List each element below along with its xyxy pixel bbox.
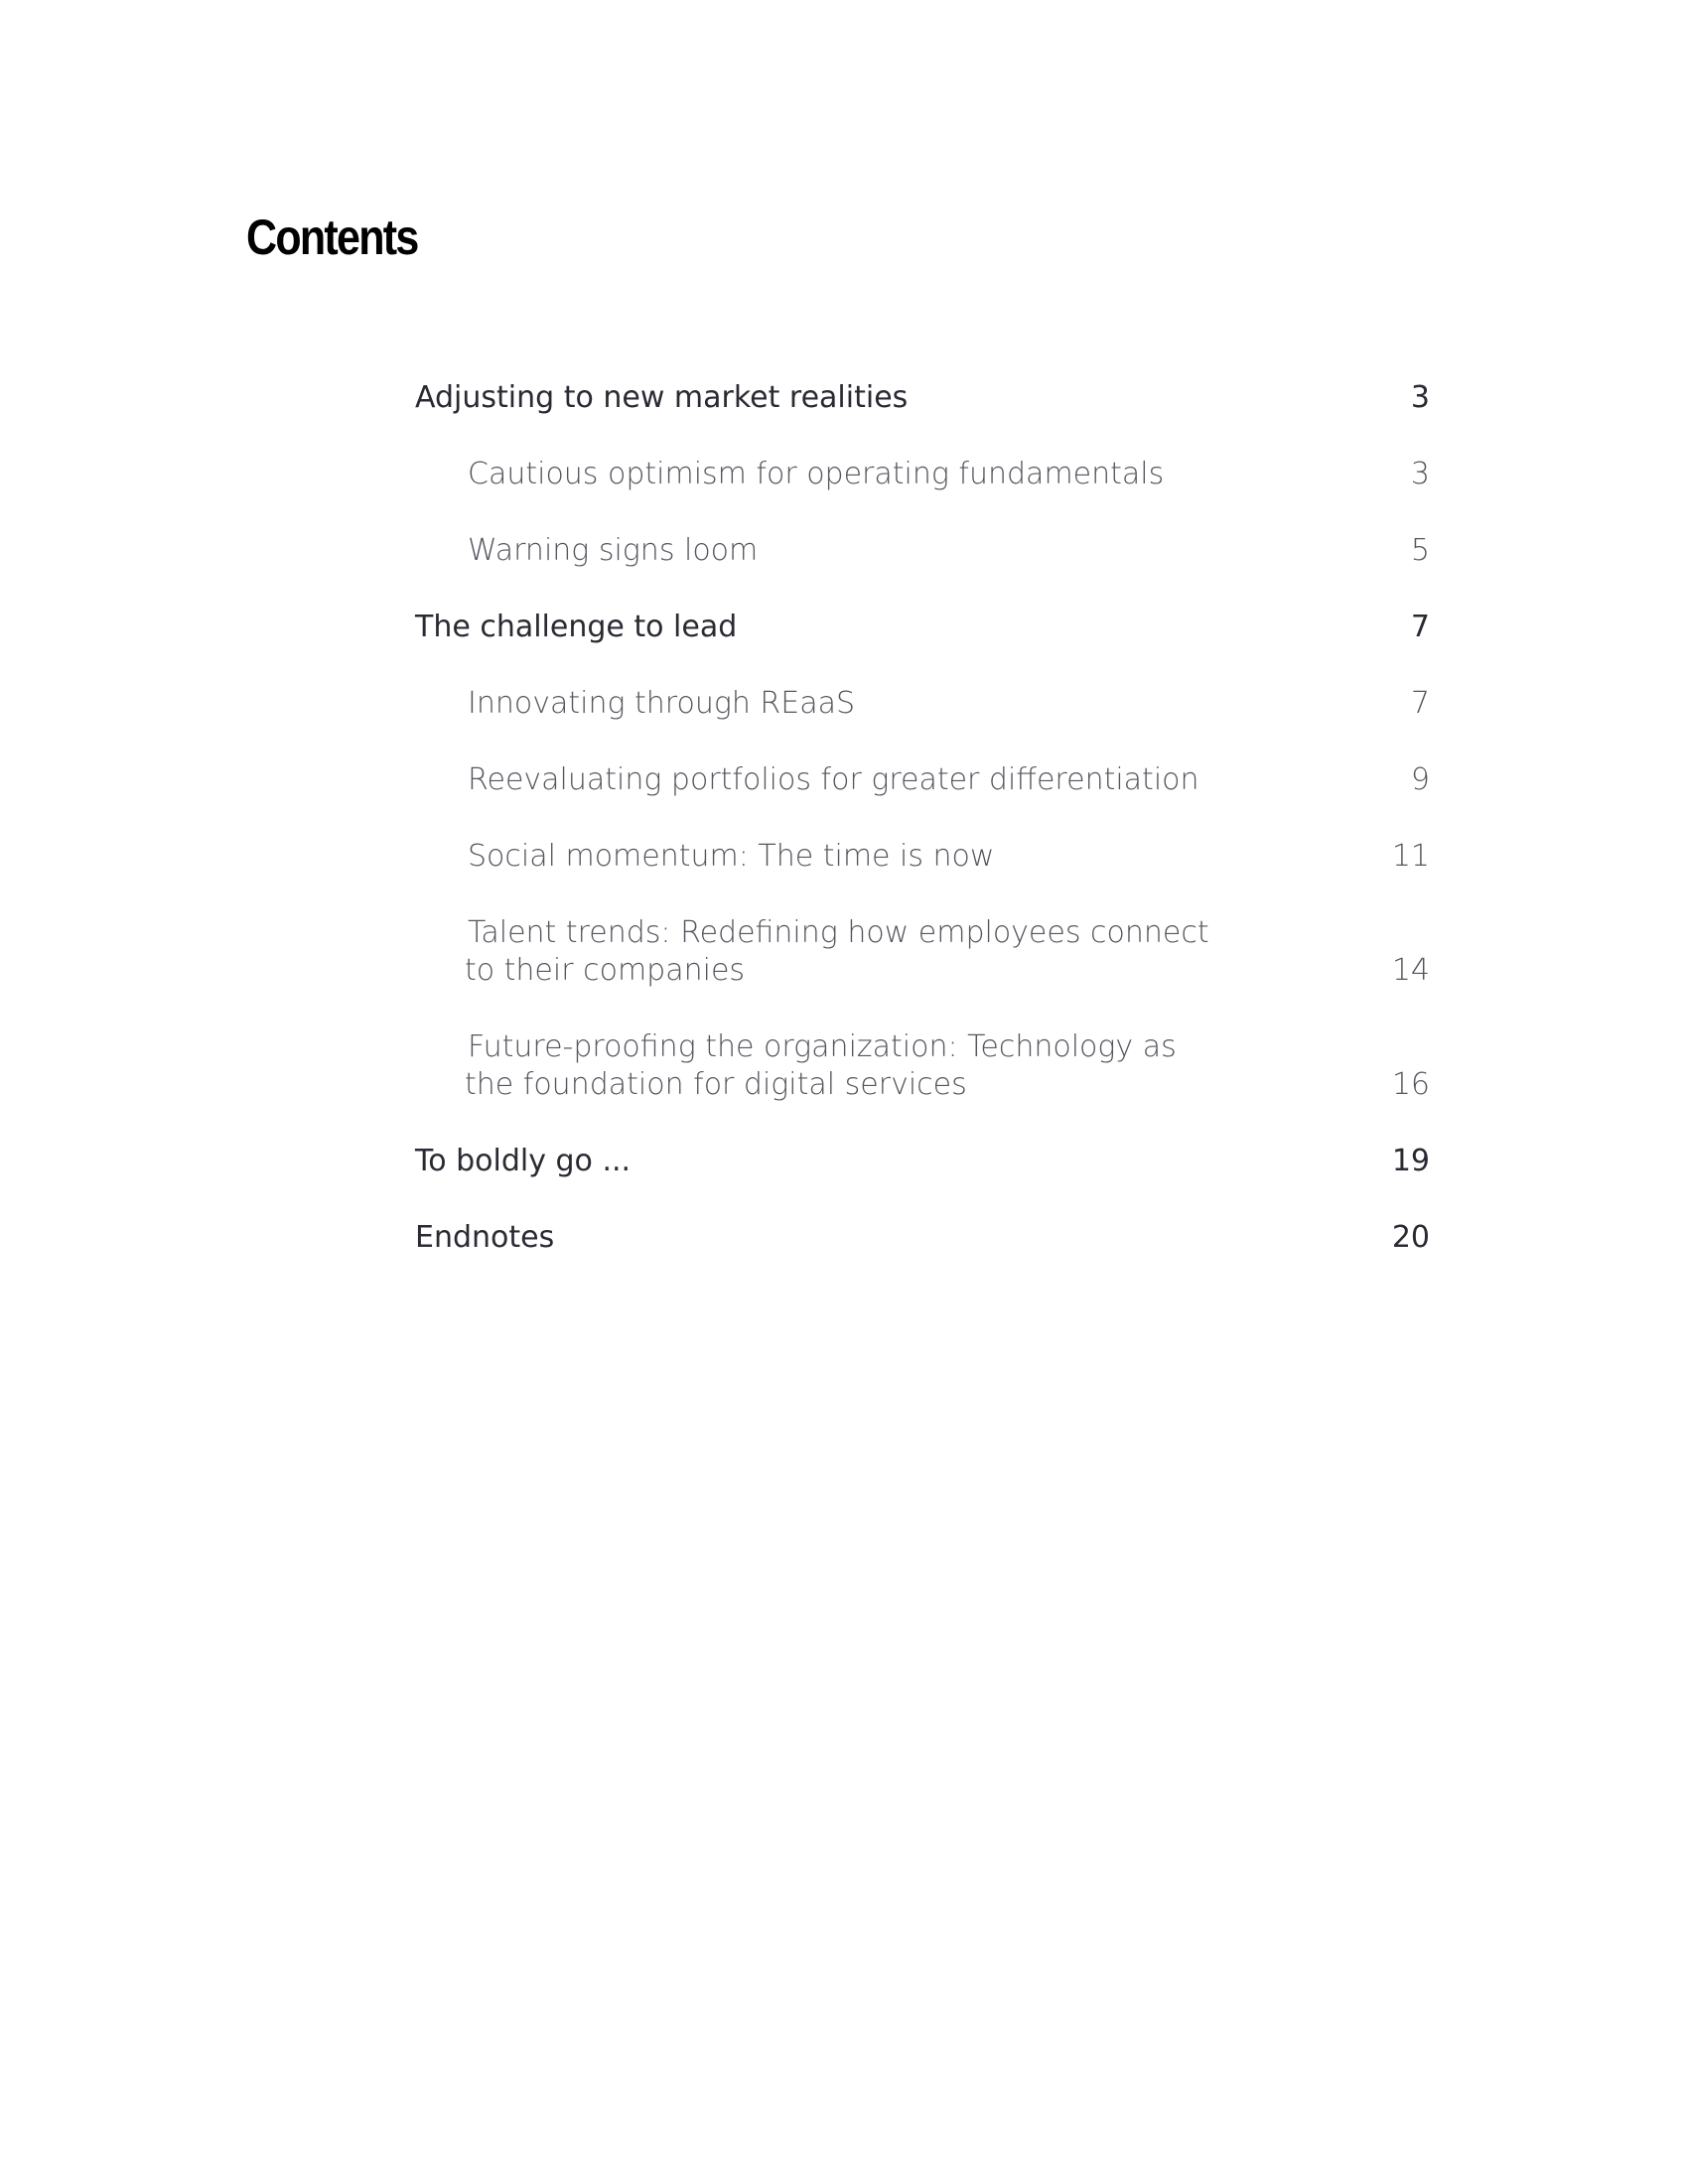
toc-entry-adjusting-to-new-market-realities[interactable]	[415, 379, 1430, 417]
toc-entry-cautious-optimism[interactable]	[415, 456, 1430, 493]
toc-entry-page-number: 11	[1391, 839, 1430, 874]
toc-entry-page-number: 7	[1410, 686, 1430, 721]
toc-entry-endnotes[interactable]	[415, 1219, 1430, 1257]
toc-entry-reevaluating-portfolios[interactable]	[415, 761, 1430, 799]
toc-entry-page-number: 20	[1391, 1220, 1430, 1255]
page-title: Contents	[246, 209, 418, 265]
toc-entry-page-number: 16	[1391, 1067, 1430, 1102]
toc-entry-page-number: 14	[1391, 953, 1430, 988]
toc-entry-label: Social momentum: The time is now	[468, 839, 995, 874]
toc-entry-page-number: 5	[1410, 533, 1430, 568]
toc-entry-page-number: 3	[1410, 457, 1430, 491]
toc-entry-page-number: 19	[1391, 1144, 1430, 1178]
toc-entry-warning-signs-loom[interactable]	[415, 532, 1430, 570]
toc-entry-label: Reevaluating portfolios for greater differentiation	[468, 762, 1199, 797]
toc-entry-label: Innovating through REaaS	[468, 686, 855, 721]
toc-entry-social-momentum[interactable]	[415, 838, 1430, 876]
toc-entry-page-number: 9	[1410, 762, 1430, 797]
toc-entry-innovating-through-reaas[interactable]	[415, 685, 1430, 723]
toc-entry-label: Talent trends: Redefining how employees connect to their companies	[465, 915, 1209, 988]
toc-entry-the-challenge-to-lead[interactable]	[415, 609, 1430, 646]
toc-entry-label: Endnotes	[415, 1220, 555, 1255]
toc-entry-label: Future-proofing the organization: Technology as the foundation for digital services	[465, 1029, 1177, 1102]
table-of-contents	[415, 379, 1430, 1296]
toc-entry-label: To boldly go ...	[415, 1144, 632, 1178]
toc-entry-future-proofing[interactable]	[415, 1028, 1430, 1104]
toc-entry-to-boldly-go[interactable]	[415, 1143, 1430, 1180]
toc-entry-talent-trends[interactable]	[415, 914, 1430, 990]
toc-entry-label: Cautious optimism for operating fundamentals	[468, 457, 1165, 491]
toc-entry-label: Warning signs loom	[468, 533, 759, 568]
toc-entry-label: The challenge to lead	[415, 610, 738, 644]
toc-entry-page-number: 7	[1410, 610, 1430, 644]
toc-entry-label: Adjusting to new market realities	[415, 380, 909, 415]
toc-entry-page-number: 3	[1410, 380, 1430, 415]
